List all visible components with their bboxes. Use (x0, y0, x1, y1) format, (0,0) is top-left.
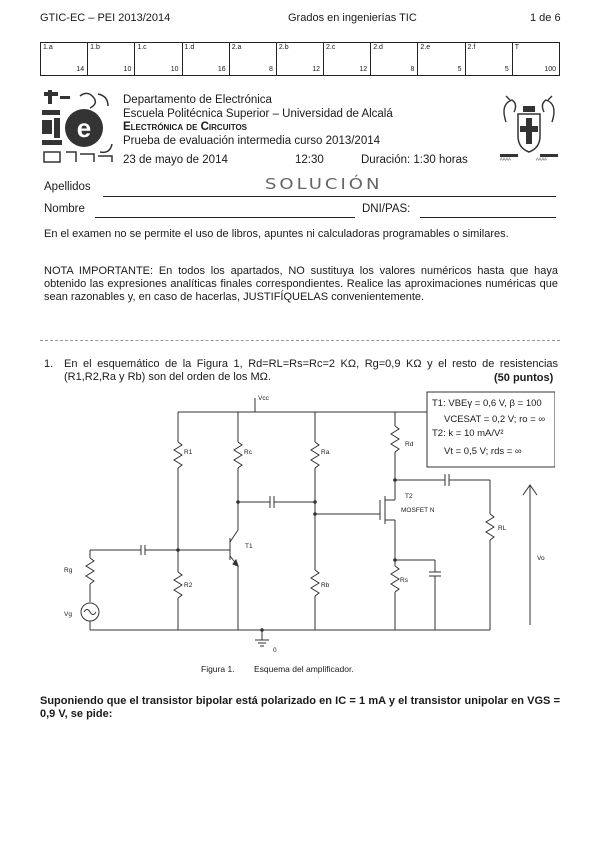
label-t1: T1 (245, 543, 253, 550)
score-cell (41, 43, 88, 76)
score-points: 5 (457, 66, 462, 73)
note-prefix: NOTA IMPORTANTE: (44, 265, 154, 277)
score-points: 8 (268, 66, 273, 73)
score-cell (276, 43, 323, 76)
surname-label: Apellidos (44, 181, 91, 193)
label-mosfet: MOSFET N (401, 507, 435, 514)
score-points: 10 (123, 66, 132, 73)
score-label: 1.d (184, 44, 195, 51)
id-label: DNI/PAS: (362, 203, 411, 215)
label-rd: Rd (405, 441, 414, 448)
score-label: 2.d (373, 44, 383, 51)
section-divider (40, 340, 560, 341)
label-rc: Rc (244, 449, 252, 456)
question-number: 1. (44, 358, 54, 370)
name-label: Nombre (44, 203, 85, 215)
score-table (40, 42, 560, 76)
score-cell (465, 43, 512, 76)
id-line[interactable] (420, 217, 556, 218)
label-t2: T2 (405, 493, 413, 500)
param-t2: T2: k = 10 mA/V² (432, 428, 504, 439)
score-points: 14 (76, 66, 85, 73)
param-vcesat: VCESAT = 0,2 V; ro = ∞ (444, 414, 546, 425)
score-label: 2.c (326, 44, 336, 51)
score-label: 1.c (137, 44, 147, 51)
label-vcc: Vcc (258, 395, 269, 402)
label-rs: Rs (400, 577, 408, 584)
score-cell (371, 43, 418, 76)
label-ground: 0 (273, 647, 277, 654)
score-points: 8 (410, 66, 415, 73)
score-cell (88, 43, 135, 76)
score-points: 5 (504, 66, 509, 73)
figure-number: Figura 1. (201, 664, 235, 674)
score-row (41, 43, 560, 76)
figure-caption: Esquema del amplificador. (254, 664, 354, 674)
header-center: Grados en ingenierías TIC (288, 12, 417, 24)
svg-text:ᴬᴬᴬᴬ: ᴬᴬᴬᴬ (500, 158, 511, 164)
surname-line (103, 196, 556, 197)
exam-time: 12:30 (295, 154, 324, 166)
label-rl: RL (498, 525, 507, 532)
score-cell (182, 43, 229, 76)
label-rb: Rb (321, 582, 330, 589)
score-label: 2.a (231, 44, 242, 51)
label-vo: Vo (537, 555, 545, 562)
note-text: En todos los apartados, NO sustituya los valores numéricos hasta que haya obtenido las expresiones analíticas finales correspondientes. Realice las aproximaciones numéricas que sean razonables y, en caso de hacerlas, JUSTIFÍQUELAS convenientemente. (44, 265, 559, 303)
name-line[interactable] (95, 217, 355, 218)
label-r1: R1 (184, 449, 193, 456)
header-page: 1 de 6 (530, 12, 561, 24)
score-points: 10 (170, 66, 179, 73)
exam-rules: En el examen no se permite el uso de libros, apuntes ni calculadoras programables o similares. (44, 228, 509, 240)
score-label: 2.e (420, 44, 431, 51)
score-cell (229, 43, 276, 76)
score-points: 12 (359, 66, 368, 73)
school-name: Escuela Politécnica Superior – Universidad de Alcalá (123, 107, 393, 120)
university-crest (496, 92, 562, 168)
score-label: 1.b (90, 44, 100, 51)
header-left: GTIC-EC – PEI 2013/2014 (40, 12, 171, 24)
label-ra: Ra (321, 449, 330, 456)
amplifier-schematic (55, 390, 555, 655)
param-t1: T1: VBEγ = 0,6 V, β = 100 (432, 398, 542, 409)
important-note (44, 265, 558, 304)
score-label: T (514, 44, 519, 51)
course-name: Electrónica de Circuitos (123, 121, 247, 133)
score-label: 2.f (467, 44, 476, 51)
department-name: Departamento de Electrónica (123, 94, 272, 106)
label-r2: R2 (184, 582, 193, 589)
score-points: 12 (312, 66, 321, 73)
question-text: En el esquemático de la Figura 1, Rd=RL=Rs=Rc=2 KΩ, Rg=0,9 KΩ y el resto de resistencias (R1,R2,Ra y Rb) son del orden de los MΩ. (64, 358, 558, 383)
exam-duration: Duración: 1:30 horas (361, 154, 468, 166)
score-cell (512, 43, 559, 76)
department-logo (40, 90, 116, 166)
surname-handwritten-value[interactable]: SOLUCIÓN (265, 175, 383, 194)
score-points: 16 (217, 66, 226, 73)
svg-text:ᴬᴬᴬᴬ: ᴬᴬᴬᴬ (536, 158, 547, 164)
label-rg: Rg (64, 567, 73, 574)
label-vg: Vg (64, 611, 72, 618)
score-points: 100 (544, 66, 556, 73)
exam-date: 23 de mayo de 2014 (123, 154, 228, 166)
bias-statement: Suponiendo que el transistor bipolar está polarizado en IC = 1 mA y el transistor unipolar en VGS = 0,9 V, se pide: (40, 695, 560, 720)
score-label: 2.b (278, 44, 289, 51)
score-label: 1.a (43, 44, 53, 51)
question-points: (50 puntos) (494, 372, 554, 384)
score-cell (135, 43, 182, 76)
exam-title: Prueba de evaluación intermedia curso 2013/2014 (123, 134, 381, 147)
score-cell (324, 43, 371, 76)
svg-text:e: e (76, 113, 92, 143)
score-cell (418, 43, 465, 76)
param-vt: Vt = 0,5 V; rds = ∞ (444, 446, 522, 457)
